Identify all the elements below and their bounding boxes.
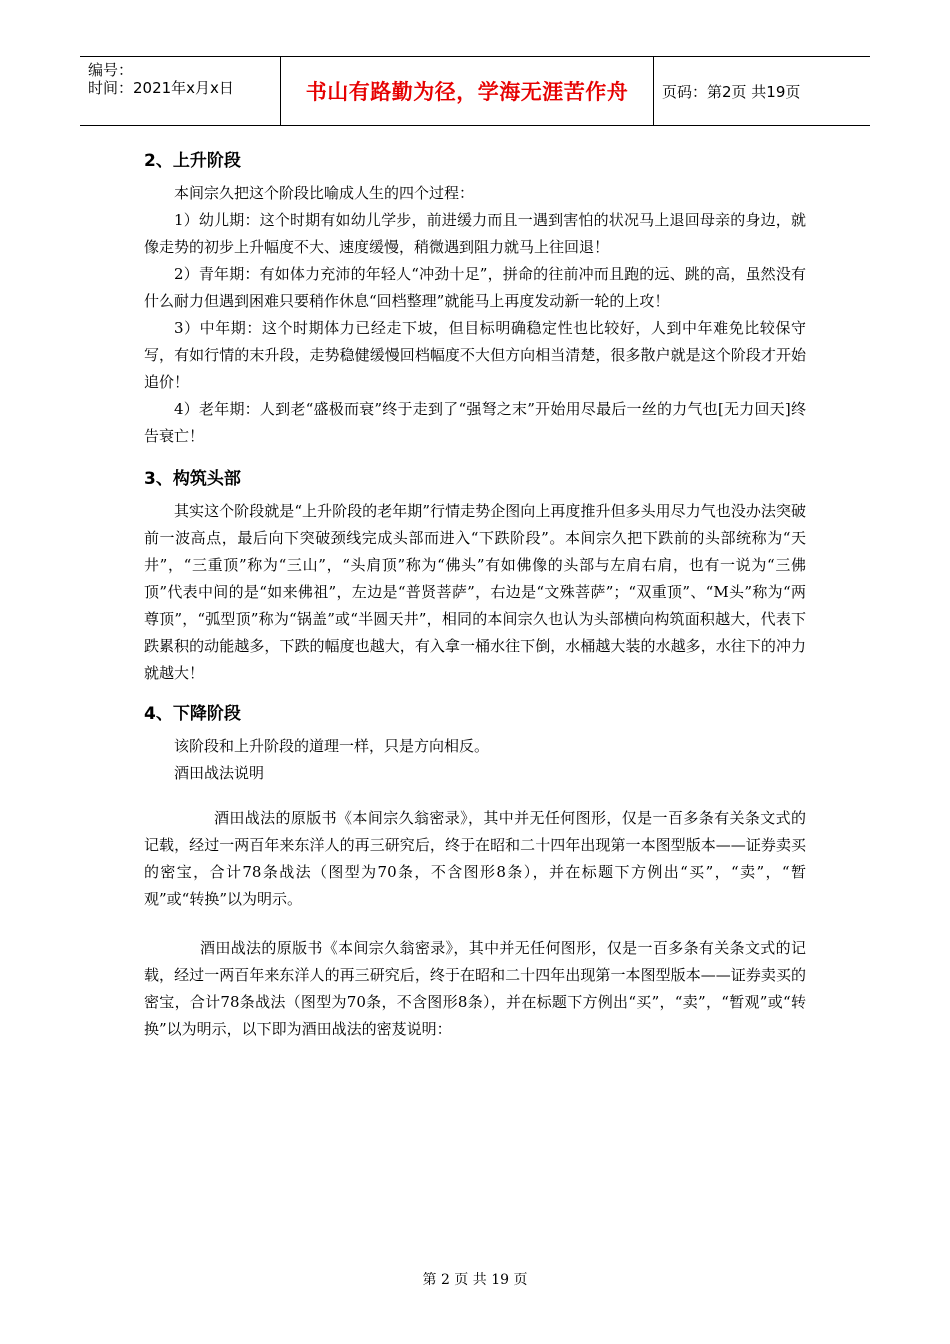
paragraph: 该阶段和上升阶段的道理一样，只是方向相反。 xyxy=(174,737,490,755)
header-page-label: 页码：第2页 共19页 xyxy=(662,82,801,101)
paragraph: 酒田战法说明 xyxy=(174,764,265,782)
paragraph: 3）中年期：这个时期体力已经走下坡，但目标明确稳定性也比较好，人到中年难免比较保守写，有如行情的末升段，走势稳健缓慢回档幅度不大但方向相当清楚，很多散户就是这个阶段才开始追价！ xyxy=(144,319,806,391)
section-title-descending: 4、下降阶段 xyxy=(144,704,241,724)
paragraph: 4）老年期：人到老“盛极而衰”终于走到了“强弩之末”开始用尽最后一丝的力气也[无力回天]终告衰亡！ xyxy=(144,400,806,445)
section-title-top-building: 3、构筑头部 xyxy=(144,469,241,489)
paragraph: 本间宗久把这个阶段比喻成人生的四个过程： xyxy=(174,184,475,202)
header-table xyxy=(80,56,870,126)
paragraph: 2）青年期：有如体力充沛的年轻人“冲劲十足”，拼命的往前冲而且跑的远、跳的高，虽然没有什么耐力但遇到困难只要稍作休息“回档整理”就能马上再度发动新一轮的上攻！ xyxy=(144,265,806,310)
header-motto: 书山有路勤为径，学海无涯苦作舟 xyxy=(281,57,654,125)
document-body xyxy=(144,150,806,1043)
paragraph: 1）幼儿期：这个时期有如幼儿学步，前进缓力而且一遇到害怕的状况马上退回母亲的身边，就像走势的初步上升幅度不大、速度缓慢，稍微遇到阻力就马上往回退！ xyxy=(144,211,806,256)
page-footer: 第 2 页 共 19 页 xyxy=(422,1272,528,1288)
section-title-ascending: 2、上升阶段 xyxy=(144,151,241,171)
header-left-cell xyxy=(80,57,281,125)
document-number-label: 编号： xyxy=(88,61,134,79)
document-date-label: 时间：2021年x月x日 xyxy=(88,79,234,97)
paragraph: 酒田战法的原版书《本间宗久翁密录》，其中并无任何图形，仅是一百多条有关条文式的记载，经过一两百年来东洋人的再三研究后，终于在昭和二十四年出现第一本图型版本——证券卖买的密宝，合计78条战法（图型为70条，不含图形8条），并在标题下方例出“买”，“卖”，“暂观”或“转换”以为明示。 xyxy=(144,809,806,908)
paragraph: 酒田战法的原版书《本间宗久翁密录》，其中并无任何图形，仅是一百多条有关条文式的记载，经过一两百年来东洋人的再三研究后，终于在昭和二十四年出现第一本图型版本——证券卖买的密宝，合计78条战法（图型为70条，不含图形8条），并在标题下方例出“买”，“卖”，“暂观”或“转换”以为明示，以下即为酒田战法的密芨说明： xyxy=(144,939,806,1038)
paragraph: 其实这个阶段就是“上升阶段的老年期”行情走势企图向上再度推升但多头用尽力气也没办法突破前一波高点，最后向下突破颈线完成头部而进入“下跌阶段”。本间宗久把下跌前的头部统称为“天井”，“三重顶”称为“三山”，“头肩顶”称为“佛头”有如佛像的头部与左肩右肩，也有一说为“三佛顶”代表中间的是“如来佛祖”，左边是“普贤菩萨”，右边是“文殊菩萨”；“双重顶”、“M头”称为“两尊顶”，“弧型顶”称为“锅盖”或“半圆天井”，相同的本间宗久也认为头部横向构筑面积越大，代表下跌累积的动能越多，下跌的幅度也越大，有入拿一桶水往下倒，水桶越大装的水越多，水往下的冲力就越大！ xyxy=(144,502,806,682)
